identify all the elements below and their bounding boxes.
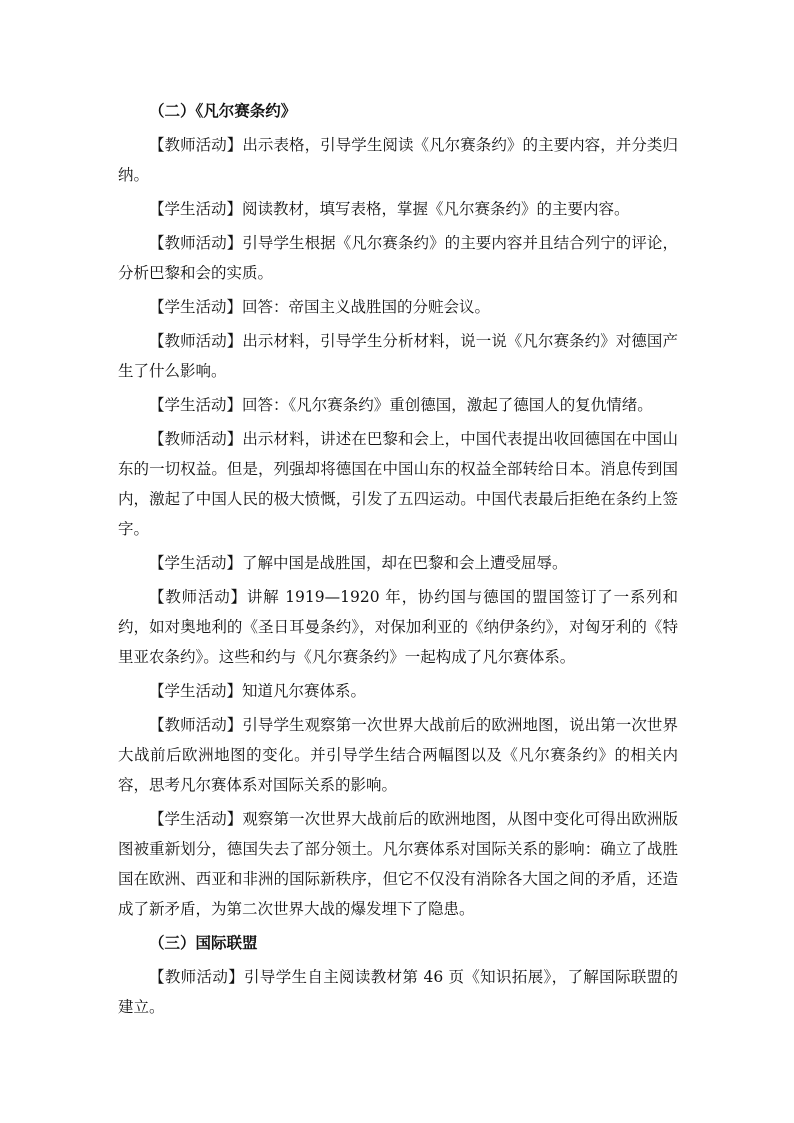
paragraph-teacher-activity: 【教师活动】引导学生观察第一次世界大战前后的欧洲地图，说出第一次世界大战前后欧洲地图的变化。并引导学生结合两幅图以及《凡尔赛条约》的相关内容，思考凡尔赛体系对国际关系的影响。 [118,716,678,794]
paragraph-teacher-activity: 【教师活动】引导学生根据《凡尔赛条约》的主要内容并且结合列宁的评论，分析巴黎和会的实质。 [118,234,678,282]
section-heading-treaty-of-versailles: （二）《凡尔赛条约》 [149,101,297,120]
paragraph-teacher-activity: 【教师活动】出示材料，讲述在巴黎和会上，中国代表提出收回德国在中国山东的一切权益。但是，列强却将德国在中国山东的权益全部转给日本。消息传到国内，激起了中国人民的极大愤慨，引发了五四运动。中国代表最后拒绝在条约上签字。 [118,430,678,538]
paragraph-teacher-activity: 【教师活动】引导学生自主阅读教材第 46 页《知识拓展》，了解国际联盟的建立。 [118,968,678,1016]
paragraph-student-activity: 【学生活动】观察第一次世界大战前后的欧洲地图，从图中变化可得出欧洲版图被重新划分，德国失去了部分领土。凡尔赛体系对国际关系的影响：确立了战胜国在欧洲、西亚和非洲的国际新秩序，但它不仅没有消除各大国之间的矛盾，还造成了新矛盾，为第二次世界大战的爆发埋下了隐患。 [118,810,678,918]
section-heading-league-of-nations: （三）国际联盟 [149,933,258,952]
paragraph-teacher-activity: 【教师活动】讲解 1919—1920 年，协约国与德国的盟国签订了一系列和约，如对奥地利的《圣日耳曼条约》，对保加利亚的《纳伊条约》，对匈牙利的《特里亚农条约》。这些和约与《凡尔赛条约》一起构成了凡尔赛体系。 [118,588,678,666]
paragraph-student-activity: 【学生活动】阅读教材，填写表格，掌握《凡尔赛条约》的主要内容。 [149,200,630,218]
paragraph-teacher-activity: 【教师活动】出示材料，引导学生分析材料，说一说《凡尔赛条约》对德国产生了什么影响。 [118,332,678,380]
paragraph-student-activity: 【学生活动】知道凡尔赛体系。 [149,682,367,700]
paragraph-teacher-activity: 【教师活动】出示表格，引导学生阅读《凡尔赛条约》的主要内容，并分类归纳。 [118,136,678,184]
paragraph-student-activity: 【学生活动】回答：《凡尔赛条约》重创德国，激起了德国人的复仇情绪。 [149,396,653,414]
paragraph-student-activity: 【学生活动】了解中国是战胜国，却在巴黎和会上遭受屈辱。 [149,554,568,572]
paragraph-student-activity: 【学生活动】回答：帝国主义战胜国的分赃会议。 [149,298,491,316]
document-body [118,96,678,1026]
